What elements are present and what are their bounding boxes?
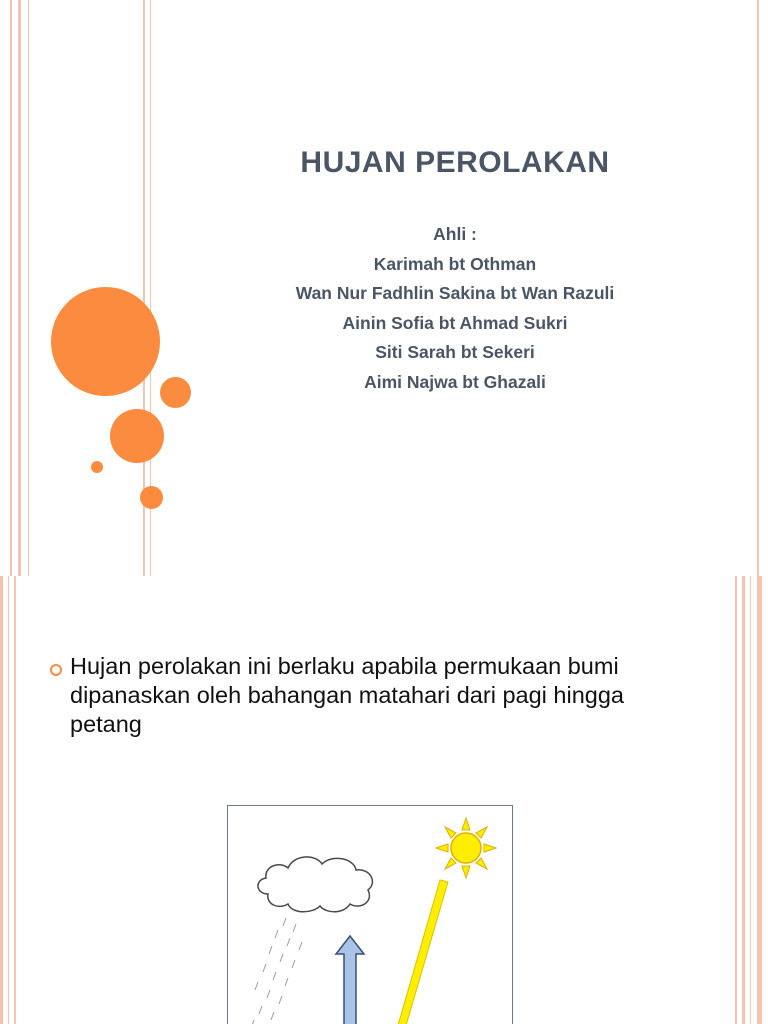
decorative-stripe (28, 0, 29, 576)
rising-air-arrow-icon (336, 936, 364, 1024)
decorative-circle (140, 486, 163, 509)
decorative-circle-large (51, 287, 160, 396)
members-label: Ahli : (433, 224, 477, 244)
decorative-stripe (750, 576, 751, 1024)
decorative-circle (110, 409, 164, 463)
decorative-circle (91, 461, 103, 473)
rain-icon (251, 918, 302, 1024)
decorative-stripe (18, 0, 21, 576)
decorative-stripe (735, 576, 737, 1024)
member-name: Siti Sarah bt Sekeri (375, 342, 535, 362)
convection-rain-diagram (227, 805, 513, 1024)
heat-ray-icon (392, 880, 448, 1024)
decorative-stripe (757, 576, 762, 1024)
member-name: Wan Nur Fadhlin Sakina bt Wan Razuli (295, 283, 615, 303)
bullet-text: Hujan perolakan ini berlaku apabila permukaan bumi dipanaskan oleh bahangan matahari dari pagi hingga petang (70, 653, 624, 737)
bullet-icon (50, 664, 62, 676)
decorative-stripe (742, 576, 745, 1024)
content-slide (0, 576, 768, 1024)
members-block (190, 220, 720, 397)
member-name: Aimi Najwa bt Ghazali (364, 371, 546, 392)
member-name: Ainin Sofia bt Ahmad Sukri (342, 312, 568, 333)
decorative-stripe (0, 576, 3, 1024)
cloud-icon (258, 857, 373, 912)
decorative-stripe (757, 0, 759, 576)
decorative-circle (160, 377, 191, 408)
member-name: Karimah bt Othman (373, 253, 537, 274)
decorative-stripe (14, 576, 16, 1024)
sun-icon (436, 818, 496, 878)
diagram-graphic (228, 806, 512, 1024)
decorative-stripe (10, 0, 12, 576)
decorative-stripe (8, 576, 9, 1024)
slide-title: HUJAN PEROLAKAN (300, 146, 610, 179)
